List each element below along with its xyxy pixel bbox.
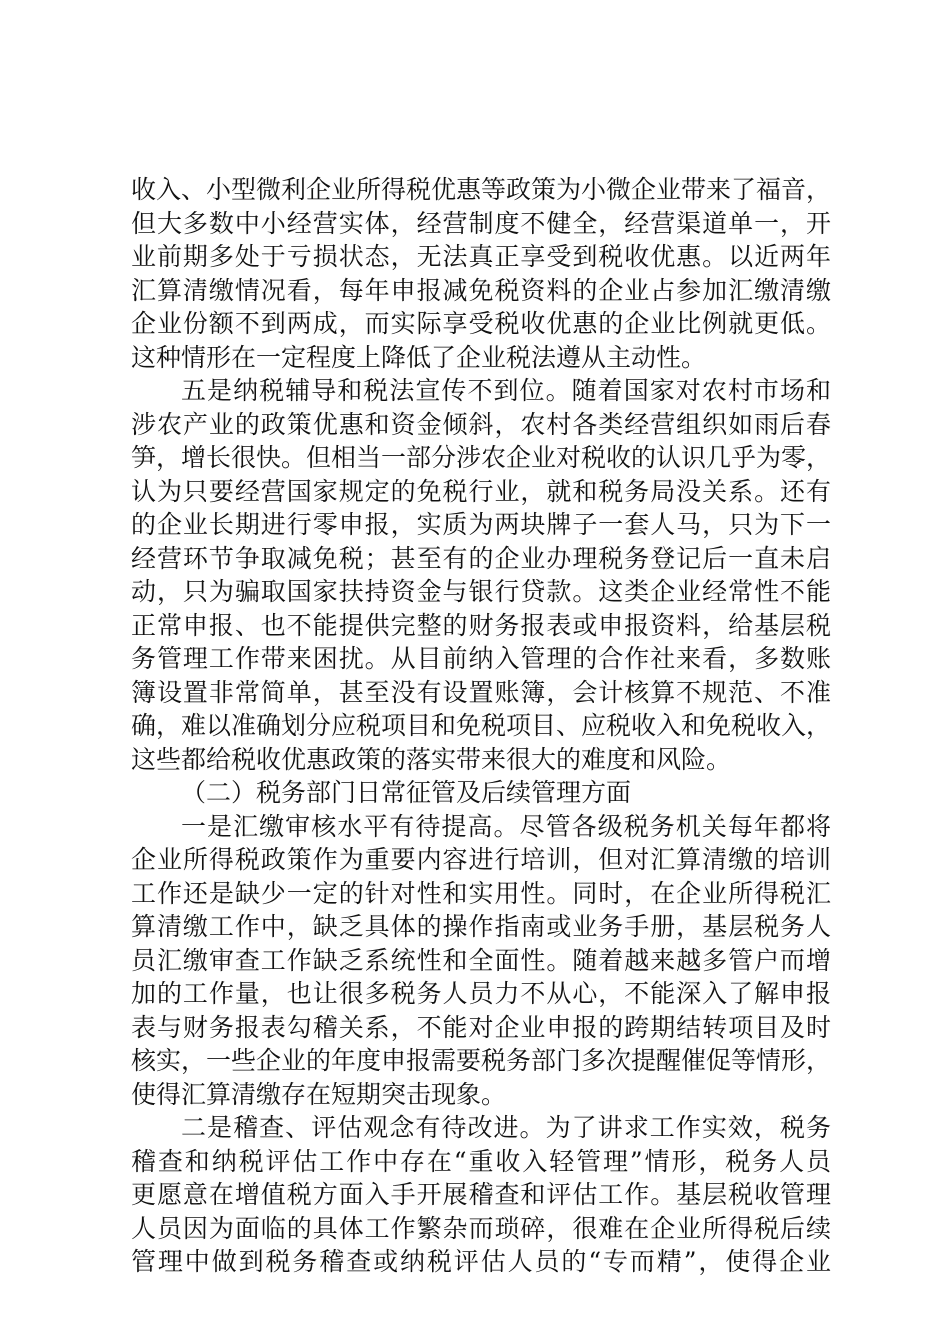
text-line: 企业份额不到两成，而实际享受税收优惠的企业比例就更低。 — [131, 309, 831, 338]
text-line: 务管理工作带来困扰。从目前纳入管理的合作社来看，多数账 — [131, 644, 831, 673]
text-line: 但大多数中小经营实体，经营制度不健全，经营渠道单一，开 — [131, 208, 831, 238]
text-line: 工作还是缺少一定的针对性和实用性。同时，在企业所得税汇 — [131, 878, 831, 908]
text-line: 使得汇算清缴存在短期突击现象。 — [131, 1079, 507, 1109]
text-line: 涉农产业的政策优惠和资金倾斜，农村各类经营组织如雨后春 — [131, 409, 831, 439]
paragraph-first-line: 一是汇缴审核水平有待提高。尽管各级税务机关每年都将 — [181, 811, 831, 841]
text-line: 正常申报、也不能提供完整的财务报表或申报资料，给基层税 — [131, 610, 831, 640]
paragraph-first-line: 五是纳税辅导和税法宣传不到位。随着国家对农村市场和 — [181, 376, 831, 405]
text-line: 收入、小型微利企业所得税优惠等政策为小微企业带来了福音， — [131, 175, 831, 204]
text-line: 这些都给税收优惠政策的落实带来很大的难度和风险。 — [131, 744, 732, 774]
text-line: 算清缴工作中，缺乏具体的操作指南或业务手册，基层税务人 — [131, 912, 831, 941]
paragraph-first-line: 二是稽查、评估观念有待改进。为了讲求工作实效，税务 — [181, 1113, 831, 1142]
text-line: 动，只为骗取国家扶持资金与银行贷款。这类企业经常性不能 — [131, 577, 831, 606]
text-line: 人员因为面临的具体工作繁杂而琐碎，很难在企业所得税后续 — [131, 1213, 831, 1243]
text-line: 企业所得税政策作为重要内容进行培训，但对汇算清缴的培训 — [131, 845, 831, 874]
text-line: 簿设置非常简单，甚至没有设置账簿，会计核算不规范、不准 — [131, 677, 831, 707]
text-line: 确，难以准确划分应税项目和免税项目、应税收入和免税收入， — [131, 711, 831, 740]
text-line: 经营环节争取减免税；甚至有的企业办理税务登记后一直未启 — [131, 543, 831, 573]
text-line: 汇算清缴情况看，每年申报减免税资料的企业占参加汇缴清缴 — [131, 275, 831, 305]
body-text — [131, 173, 831, 1279]
text-line: 核实，一些企业的年度申报需要税务部门多次提醒催促等情形， — [131, 1046, 831, 1075]
text-line: 员汇缴审查工作缺乏系统性和全面性。随着越来越多管户而增 — [131, 945, 831, 975]
text-line: 这种情形在一定程度上降低了企业税法遵从主动性。 — [131, 342, 707, 372]
text-line: 表与财务报表勾稽关系，不能对企业申报的跨期结转项目及时 — [131, 1012, 831, 1042]
section-heading: （二）税务部门日常征管及后续管理方面 — [181, 778, 632, 807]
text-line: 稽查和纳税评估工作中存在“重收入轻管理”情形，税务人员 — [131, 1146, 831, 1176]
text-line: 管理中做到税务稽查或纳税评估人员的“专而精”，使得企业 — [131, 1247, 831, 1276]
text-line: 的企业长期进行零申报，实质为两块牌子一套人马，只为下一 — [131, 510, 831, 539]
text-line: 加的工作量，也让很多税务人员力不从心，不能深入了解申报 — [131, 979, 831, 1008]
text-line: 笋，增长很快。但相当一部分涉农企业对税收的认识几乎为零， — [131, 443, 831, 472]
text-line: 业前期多处于亏损状态，无法真正享受到税收优惠。以近两年 — [131, 242, 831, 271]
text-line: 更愿意在增值税方面入手开展稽查和评估工作。基层税收管理 — [131, 1180, 831, 1209]
text-line: 认为只要经营国家规定的免税行业，就和税务局没关系。还有 — [131, 476, 831, 506]
